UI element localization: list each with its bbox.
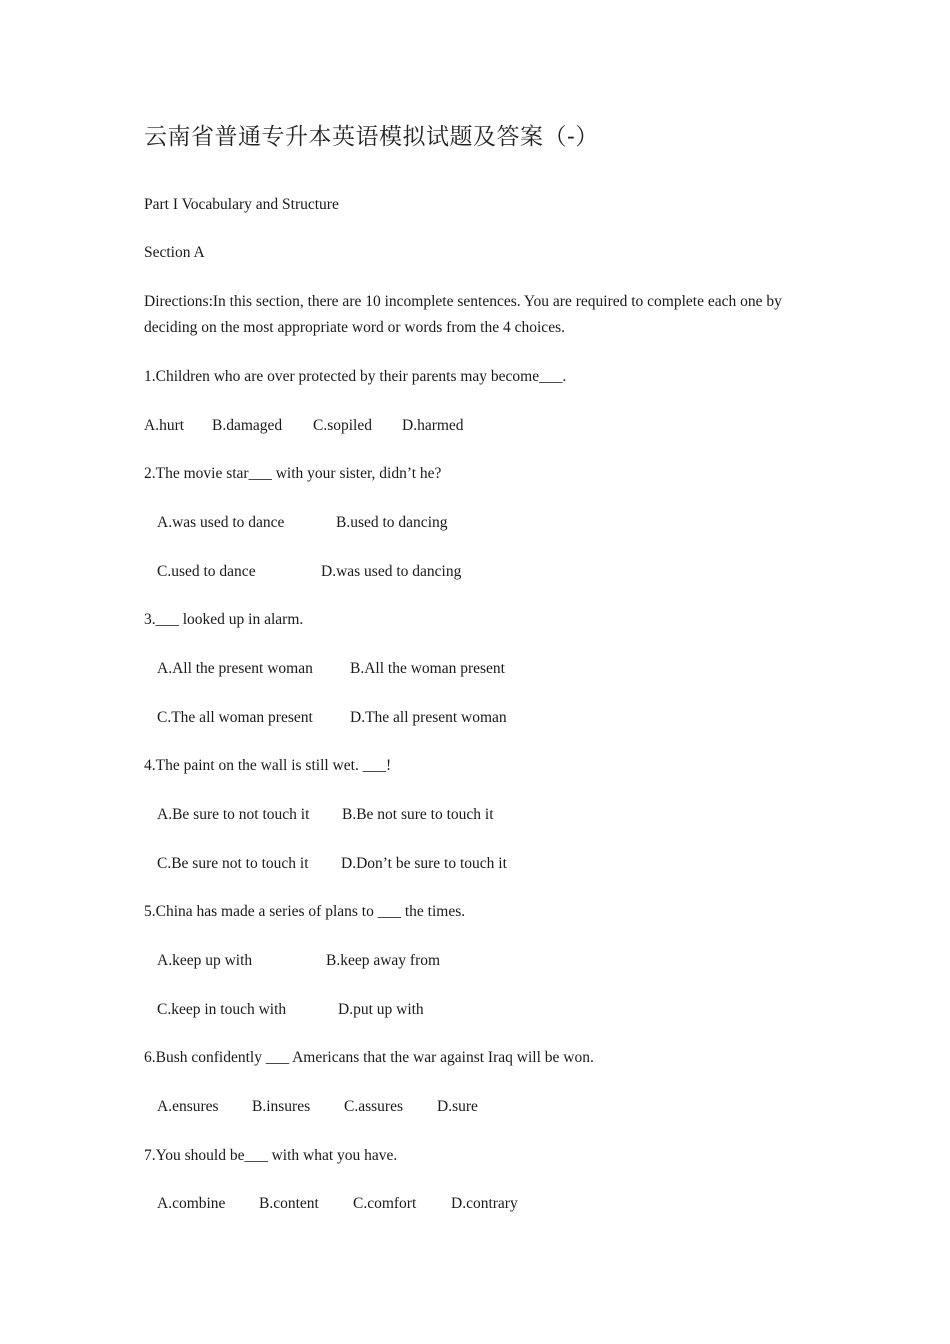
option-b: B.damaged xyxy=(212,417,283,434)
question-7-text: 7.You should be___ with what you have. xyxy=(144,1147,398,1164)
option-d: D.Don’t be sure to touch it xyxy=(341,855,507,872)
option-b: B.used to dancing xyxy=(336,514,448,531)
option-b: B.keep away from xyxy=(326,952,441,969)
option-a: A.keep up with xyxy=(157,952,253,969)
option-d: D.The all present woman xyxy=(350,709,507,726)
option-a: A.hurt xyxy=(144,417,185,434)
option-a: A.All the present woman xyxy=(157,660,313,677)
option-b: B.insures xyxy=(252,1098,311,1115)
question-4-text: 4.The paint on the wall is still wet. ___! xyxy=(144,757,392,774)
option-d: D.sure xyxy=(437,1098,478,1115)
option-c: C.keep in touch with xyxy=(157,1001,287,1018)
option-c: C.comfort xyxy=(353,1195,417,1212)
option-c: C.assures xyxy=(344,1098,403,1115)
option-d: D.harmed xyxy=(402,417,464,434)
option-a: A.was used to dance xyxy=(157,514,285,531)
question-3-text: 3.___ looked up in alarm. xyxy=(144,611,304,628)
option-d: D.contrary xyxy=(451,1195,518,1212)
option-d: D.was used to dancing xyxy=(321,563,462,580)
option-c: C.The all woman present xyxy=(157,709,313,726)
question-5-text: 5.China has made a series of plans to ___ the times. xyxy=(144,903,466,920)
option-b: B.content xyxy=(259,1195,319,1212)
question-2-text: 2.The movie star___ with your sister, didn’t he? xyxy=(144,465,442,482)
option-b: B.Be not sure to touch it xyxy=(342,806,494,823)
directions-text: Directions:In this section, there are 10 incomplete sentences. You are required to complete each one by deciding on the most appropriate word or words from the 4 choices. xyxy=(144,293,782,336)
option-c: C.used to dance xyxy=(157,563,256,580)
option-b: B.All the woman present xyxy=(350,660,505,677)
option-d: D.put up with xyxy=(338,1001,424,1018)
option-a: A.ensures xyxy=(157,1098,219,1115)
option-c: C.Be sure not to touch it xyxy=(157,855,309,872)
document-title: 云南省普通专升本英语模拟试题及答案（-） xyxy=(144,124,599,150)
question-1-text: 1.Children who are over protected by their parents may become___. xyxy=(144,368,567,385)
section-heading: Section A xyxy=(144,244,205,261)
option-c: C.sopiled xyxy=(313,417,372,434)
option-a: A.combine xyxy=(157,1195,226,1212)
question-6-text: 6.Bush confidently ___ Americans that the war against Iraq will be won. xyxy=(144,1049,594,1066)
option-a: A.Be sure to not touch it xyxy=(157,806,310,823)
part-heading: Part I Vocabulary and Structure xyxy=(144,196,339,213)
